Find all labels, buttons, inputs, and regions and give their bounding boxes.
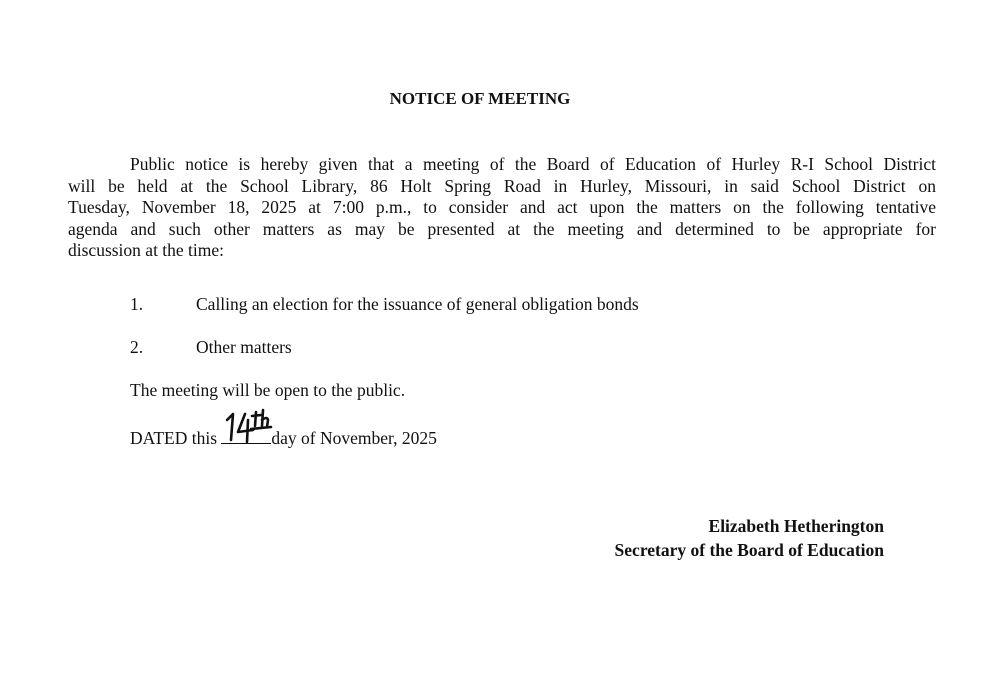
paragraph-line: will be held at the School Library, 86 Holt Spring Road in Hurley, Missouri, in said School District on: [68, 175, 936, 196]
paragraph-line: Public notice is hereby given that a meeting of the Board of Education of Hurley R-I School District: [130, 154, 936, 174]
document-title: NOTICE OF MEETING: [389, 89, 571, 108]
signatory-title: Secretary of the Board of Education: [614, 540, 884, 560]
agenda-item-text: Other matters: [196, 337, 292, 357]
handwritten-day-signature: [223, 408, 275, 444]
date-blank: [221, 427, 271, 444]
paragraph-line: Tuesday, November 18, 2025 at 7:00 p.m., to consider and act upon the matters on the following tentative: [68, 197, 936, 218]
dated-prefix: DATED this: [130, 428, 218, 448]
dated-line: [130, 427, 437, 449]
agenda-item-number: 1.: [130, 294, 144, 314]
dated-suffix: day of November, 2025: [271, 428, 437, 448]
open-statement: The meeting will be open to the public.: [130, 380, 406, 400]
agenda-item-text: Calling an election for the issuance of general obligation bonds: [196, 294, 639, 314]
agenda-item-number: 2.: [130, 337, 144, 357]
paragraph-line: agenda and such other matters as may be presented at the meeting and determined to be appropriate for: [68, 218, 936, 239]
notice-paragraph: [68, 154, 936, 262]
paragraph-line: discussion at the time:: [68, 240, 225, 261]
signatory-name: Elizabeth Hetherington: [708, 516, 884, 536]
